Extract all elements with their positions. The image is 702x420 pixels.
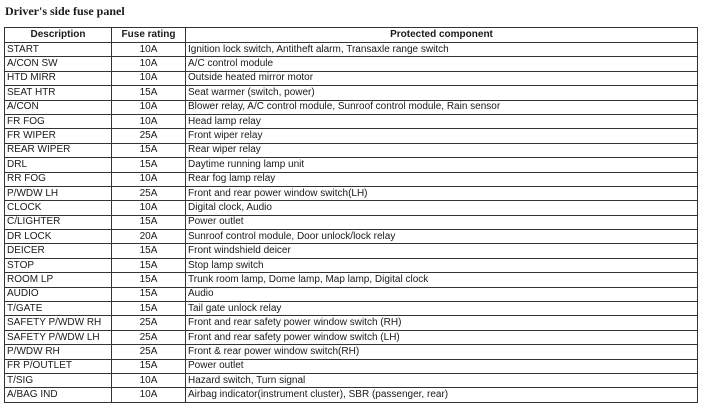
cell-protected-component: Seat warmer (switch, power)	[186, 86, 698, 100]
table-row	[5, 215, 698, 229]
cell-fuse-rating: 15A	[112, 302, 186, 316]
table-row	[5, 359, 698, 373]
cell-fuse-rating: 10A	[112, 114, 186, 128]
fuse-table	[4, 27, 698, 403]
fuse-table-body	[5, 43, 698, 403]
table-row	[5, 345, 698, 359]
cell-protected-component: Front wiper relay	[186, 129, 698, 143]
cell-protected-component: Airbag indicator(instrument cluster), SBR (passenger, rear)	[186, 388, 698, 402]
cell-protected-component: Outside heated mirror motor	[186, 71, 698, 85]
cell-description: DR LOCK	[5, 230, 112, 244]
table-row	[5, 258, 698, 272]
cell-description: T/SIG	[5, 373, 112, 387]
cell-fuse-rating: 10A	[112, 57, 186, 71]
cell-description: DRL	[5, 158, 112, 172]
cell-protected-component: Head lamp relay	[186, 114, 698, 128]
cell-description: STOP	[5, 258, 112, 272]
table-row	[5, 43, 698, 57]
cell-description: SAFETY P/WDW LH	[5, 330, 112, 344]
cell-fuse-rating: 20A	[112, 230, 186, 244]
page-title: Driver's side fuse panel	[5, 4, 125, 18]
cell-protected-component: Tail gate unlock relay	[186, 302, 698, 316]
cell-fuse-rating: 15A	[112, 86, 186, 100]
cell-fuse-rating: 10A	[112, 201, 186, 215]
table-row	[5, 114, 698, 128]
cell-description: HTD MIRR	[5, 71, 112, 85]
table-row	[5, 230, 698, 244]
cell-description: A/CON	[5, 100, 112, 114]
cell-protected-component: Sunroof control module, Door unlock/lock relay	[186, 230, 698, 244]
cell-description: T/GATE	[5, 302, 112, 316]
cell-protected-component: Trunk room lamp, Dome lamp, Map lamp, Digital clock	[186, 273, 698, 287]
cell-protected-component: Power outlet	[186, 359, 698, 373]
cell-protected-component: Front and rear safety power window switch (LH)	[186, 330, 698, 344]
cell-description: C/LIGHTER	[5, 215, 112, 229]
cell-protected-component: Rear wiper relay	[186, 143, 698, 157]
cell-fuse-rating: 15A	[112, 215, 186, 229]
cell-fuse-rating: 15A	[112, 359, 186, 373]
cell-protected-component: Stop lamp switch	[186, 258, 698, 272]
cell-fuse-rating: 10A	[112, 43, 186, 57]
cell-protected-component: Daytime running lamp unit	[186, 158, 698, 172]
table-row	[5, 373, 698, 387]
cell-protected-component: Front windshield deicer	[186, 244, 698, 258]
cell-description: ROOM LP	[5, 273, 112, 287]
cell-description: CLOCK	[5, 201, 112, 215]
cell-fuse-rating: 25A	[112, 186, 186, 200]
cell-description: A/CON SW	[5, 57, 112, 71]
cell-description: DEICER	[5, 244, 112, 258]
table-row	[5, 316, 698, 330]
cell-protected-component: Rear fog lamp relay	[186, 172, 698, 186]
cell-protected-component: A/C control module	[186, 57, 698, 71]
table-row	[5, 302, 698, 316]
cell-description: SAFETY P/WDW RH	[5, 316, 112, 330]
cell-description: REAR WIPER	[5, 143, 112, 157]
cell-description: A/BAG IND	[5, 388, 112, 402]
cell-fuse-rating: 15A	[112, 244, 186, 258]
cell-protected-component: Ignition lock switch, Antitheft alarm, Transaxle range switch	[186, 43, 698, 57]
table-row	[5, 57, 698, 71]
cell-fuse-rating: 15A	[112, 158, 186, 172]
cell-fuse-rating: 25A	[112, 316, 186, 330]
cell-protected-component: Audio	[186, 287, 698, 301]
cell-description: FR P/OUTLET	[5, 359, 112, 373]
cell-protected-component: Front and rear power window switch(LH)	[186, 186, 698, 200]
cell-protected-component: Front and rear safety power window switch (RH)	[186, 316, 698, 330]
cell-protected-component: Front & rear power window switch(RH)	[186, 345, 698, 359]
cell-protected-component: Digital clock, Audio	[186, 201, 698, 215]
cell-protected-component: Power outlet	[186, 215, 698, 229]
cell-description: FR WIPER	[5, 129, 112, 143]
cell-fuse-rating: 15A	[112, 287, 186, 301]
cell-description: AUDIO	[5, 287, 112, 301]
cell-fuse-rating: 10A	[112, 388, 186, 402]
cell-fuse-rating: 10A	[112, 172, 186, 186]
table-row	[5, 186, 698, 200]
table-row	[5, 244, 698, 258]
cell-protected-component: Hazard switch, Turn signal	[186, 373, 698, 387]
table-row	[5, 129, 698, 143]
cell-protected-component: Blower relay, A/C control module, Sunroof control module, Rain sensor	[186, 100, 698, 114]
cell-description: P/WDW LH	[5, 186, 112, 200]
table-row	[5, 287, 698, 301]
cell-description: FR FOG	[5, 114, 112, 128]
table-row	[5, 330, 698, 344]
table-row	[5, 172, 698, 186]
cell-fuse-rating: 25A	[112, 345, 186, 359]
cell-fuse-rating: 10A	[112, 71, 186, 85]
cell-description: SEAT HTR	[5, 86, 112, 100]
cell-fuse-rating: 15A	[112, 273, 186, 287]
table-row	[5, 86, 698, 100]
table-row	[5, 158, 698, 172]
table-header-row	[5, 28, 698, 43]
cell-fuse-rating: 10A	[112, 100, 186, 114]
header-fuse-rating: Fuse rating	[112, 28, 186, 43]
cell-description: RR FOG	[5, 172, 112, 186]
table-row	[5, 388, 698, 402]
cell-fuse-rating: 25A	[112, 129, 186, 143]
cell-fuse-rating: 25A	[112, 330, 186, 344]
cell-description: P/WDW RH	[5, 345, 112, 359]
cell-fuse-rating: 15A	[112, 258, 186, 272]
table-row	[5, 71, 698, 85]
header-description: Description	[5, 28, 112, 43]
table-row	[5, 273, 698, 287]
header-protected-component: Protected component	[186, 28, 698, 43]
cell-fuse-rating: 15A	[112, 143, 186, 157]
cell-fuse-rating: 10A	[112, 373, 186, 387]
table-row	[5, 143, 698, 157]
table-row	[5, 100, 698, 114]
cell-description: START	[5, 43, 112, 57]
table-row	[5, 201, 698, 215]
